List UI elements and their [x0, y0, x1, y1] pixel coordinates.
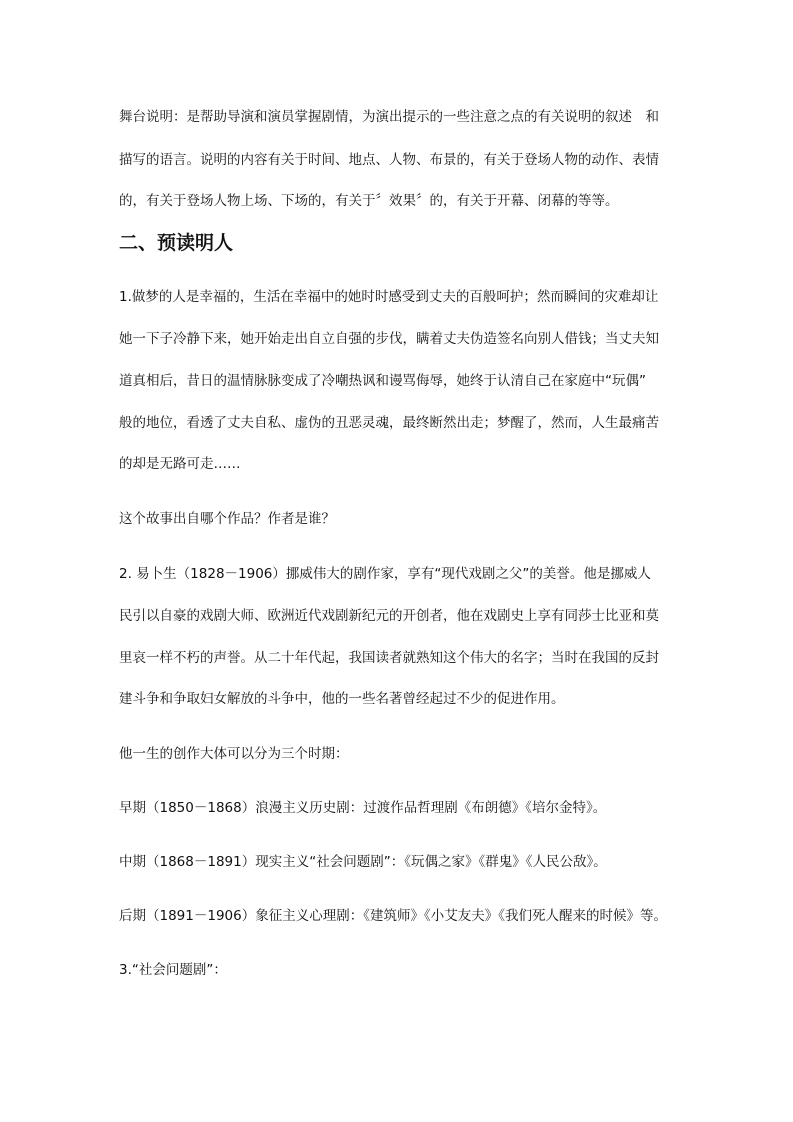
section-heading: 二、预读明人 [119, 232, 234, 254]
stage-direction-line-3: 的，有关于登场人物上场、下场的，有关于〞效果〞的，有关于开幕、闭幕的等等。 [119, 193, 619, 209]
period-middle: 中期（1868－1891）现实主义“社会问题剧”：《玩偶之家》《群鬼》《人民公敌》。 [119, 854, 607, 870]
question3-label: 3.“社会问题剧”： [119, 962, 227, 978]
question1-line-5: 的却是无路可走…… [119, 456, 241, 472]
question1-line-1: 1.做梦的人是幸福的，生活在幸福中的她时时感受到丈夫的百般呵护；然而瞬间的灾难却让 [119, 289, 659, 305]
question1-line-3: 道真相后，昔日的温情脉脉变成了冷嘲热讽和谩骂侮辱，她终于认清自己在家庭中“玩偶” [119, 373, 646, 389]
stage-direction-line-1: 舞台说明：是帮助导演和演员掌握剧情，为演出提示的一些注意之点的有关说明的叙述 和 [119, 109, 659, 125]
question1-line-2: 她一下子冷静下来，她开始走出自立自强的步伐，瞒着丈夫伪造签名向别人借钱；当丈夫知 [119, 331, 659, 347]
question1-line-4: 般的地位，看透了丈夫自私、虚伪的丑恶灵魂，最终断然出走；梦醒了，然而，人生最痛苦 [119, 415, 659, 431]
question2-line-1: 2. 易卜生（1828－1906）挪威伟大的剧作家，享有“现代戏剧之父”的美誉。他是挪威人 [119, 566, 651, 582]
periods-intro: 他一生的创作大体可以分为三个时期： [119, 746, 349, 762]
period-early: 早期（1850－1868）浪漫主义历史剧：过渡作品哲理剧《布朗德》《培尔金特》。 [119, 800, 607, 816]
question1-prompt: 这个故事出自哪个作品？作者是谁？ [119, 511, 335, 527]
question2-line-3: 里哀一样不朽的声誉。从二十年代起，我国读者就熟知这个伟大的名字；当时在我国的反封 [119, 650, 659, 666]
question2-line-4: 建斗争和争取妇女解放的斗争中，他的一些名著曾经起过不少的促进作用。 [119, 691, 565, 707]
question2-line-2: 民引以自豪的戏剧大师、欧洲近代戏剧新纪元的开创者，他在戏剧史上享有同莎士比亚和莫 [119, 608, 659, 624]
stage-direction-line-2: 描写的语言。说明的内容有关于时间、地点、人物、布景的，有关于登场人物的动作、表情 [119, 152, 659, 168]
period-late: 后期（1891－1906）象征主义心理剧：《建筑师》《小艾友夫》《我们死人醒来的时候》等。 [119, 908, 667, 924]
